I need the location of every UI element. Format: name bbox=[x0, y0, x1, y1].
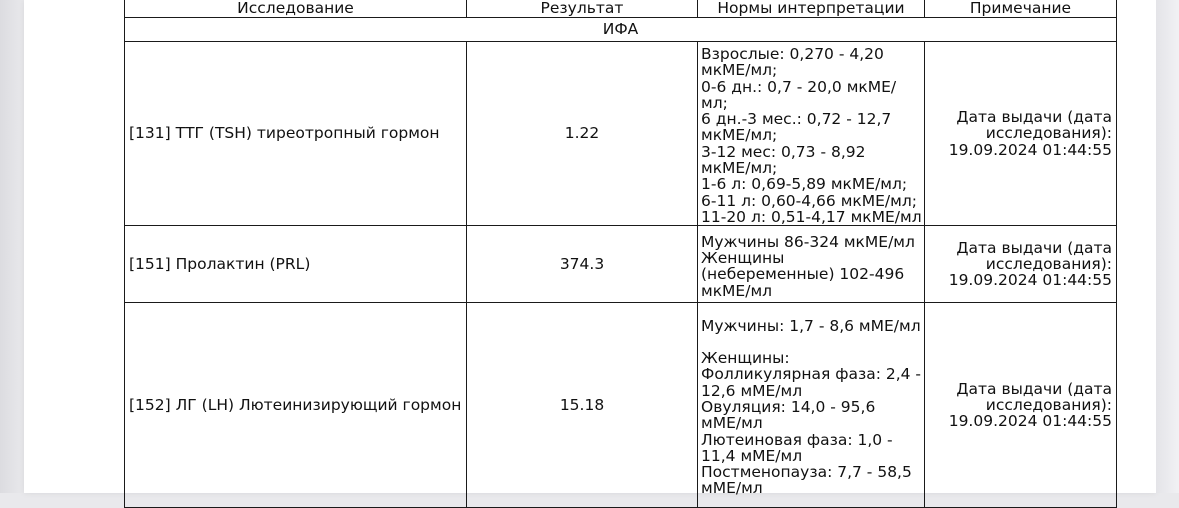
header-note: Примечание bbox=[925, 0, 1117, 18]
note-line: Дата выдачи (дата bbox=[956, 379, 1112, 398]
norm-line: 6 дн.-3 мес.: 0,72 - 12,7 bbox=[701, 110, 892, 129]
note-line: Дата выдачи (дата bbox=[956, 238, 1112, 257]
norm-line: 12,6 мМЕ/мл bbox=[701, 381, 803, 400]
norm-line: 0-6 дн.: 0,7 - 20,0 мкМЕ/мл; bbox=[701, 77, 897, 112]
norm-line: 11-20 л: 0,51-4,17 мкМЕ/мл bbox=[701, 207, 922, 226]
table-row bbox=[125, 303, 1117, 508]
test-note bbox=[925, 42, 1117, 226]
norm-line: Мужчины 86-324 мкМЕ/мл bbox=[701, 232, 915, 251]
right-margin bbox=[1156, 0, 1179, 493]
norm-line: мМЕ/мл bbox=[701, 479, 763, 498]
note-line: Дата выдачи (дата bbox=[956, 108, 1112, 127]
test-norms bbox=[698, 226, 925, 303]
norm-line: мкМЕ/мл bbox=[701, 281, 773, 300]
test-note bbox=[925, 226, 1117, 303]
test-name: [152] ЛГ (LH) Лютеинизирующий гормон bbox=[125, 303, 467, 508]
norm-line: мкМЕ/мл; bbox=[701, 126, 778, 145]
table-header-row bbox=[125, 0, 1117, 18]
norm-line: Лютеиновая фаза: 1,0 - bbox=[701, 430, 893, 449]
test-norms bbox=[698, 42, 925, 226]
norm-line: Женщины bbox=[701, 248, 785, 267]
test-name: [131] ТТГ (TSH) тиреотропный гормон bbox=[125, 42, 467, 226]
norm-line: Мужчины: 1,7 - 8,6 мМЕ/мл bbox=[701, 316, 921, 335]
norm-line: 1-6 л: 0,69-5,89 мкМЕ/мл; bbox=[701, 175, 908, 194]
norm-line: 6-11 л: 0,60-4,66 мкМЕ/мл; bbox=[701, 191, 917, 210]
note-line: 19.09.2024 01:44:55 bbox=[948, 271, 1112, 290]
table-row bbox=[125, 42, 1117, 226]
table-row bbox=[125, 226, 1117, 303]
norm-line: мкМЕ/мл; bbox=[701, 61, 778, 80]
test-result: 15.18 bbox=[467, 303, 698, 508]
test-result: 1.22 bbox=[467, 42, 698, 226]
norm-line: 3-12 мес: 0,73 - 8,92 bbox=[701, 142, 866, 161]
test-name: [151] Пролактин (PRL) bbox=[125, 226, 467, 303]
header-test: Исследование bbox=[125, 0, 467, 18]
note-line: исследования): bbox=[985, 396, 1112, 415]
document-page bbox=[24, 0, 1156, 498]
test-norms bbox=[698, 303, 925, 508]
norm-line: Овуляция: 14,0 - 95,6 bbox=[701, 397, 876, 416]
test-note bbox=[925, 303, 1117, 508]
header-norms: Нормы интерпретации bbox=[698, 0, 925, 18]
header-result: Результат bbox=[467, 0, 698, 18]
note-line: исследования): bbox=[985, 124, 1112, 143]
norm-line: Постменопауза: 7,7 - 58,5 bbox=[701, 463, 912, 482]
test-result: 374.3 bbox=[467, 226, 698, 303]
norm-line: Взрослые: 0,270 - 4,20 bbox=[701, 45, 884, 63]
norm-line: Фолликулярная фаза: 2,4 - bbox=[701, 365, 922, 384]
left-margin bbox=[0, 0, 24, 493]
section-row bbox=[125, 18, 1117, 42]
norm-line: (небеременные) 102-496 bbox=[701, 265, 905, 284]
norm-line: мМЕ/мл bbox=[701, 414, 763, 433]
norm-line: мкМЕ/мл; bbox=[701, 159, 778, 178]
note-line: исследования): bbox=[985, 255, 1112, 274]
note-line: 19.09.2024 01:44:55 bbox=[948, 412, 1112, 431]
norm-spacer bbox=[701, 334, 922, 350]
norm-line: 11,4 мМЕ/мл bbox=[701, 446, 803, 465]
section-title: ИФА bbox=[125, 18, 1117, 42]
norm-line: Женщины: bbox=[701, 349, 790, 368]
lab-results-table bbox=[124, 0, 1117, 508]
note-line: 19.09.2024 01:44:55 bbox=[948, 140, 1112, 159]
